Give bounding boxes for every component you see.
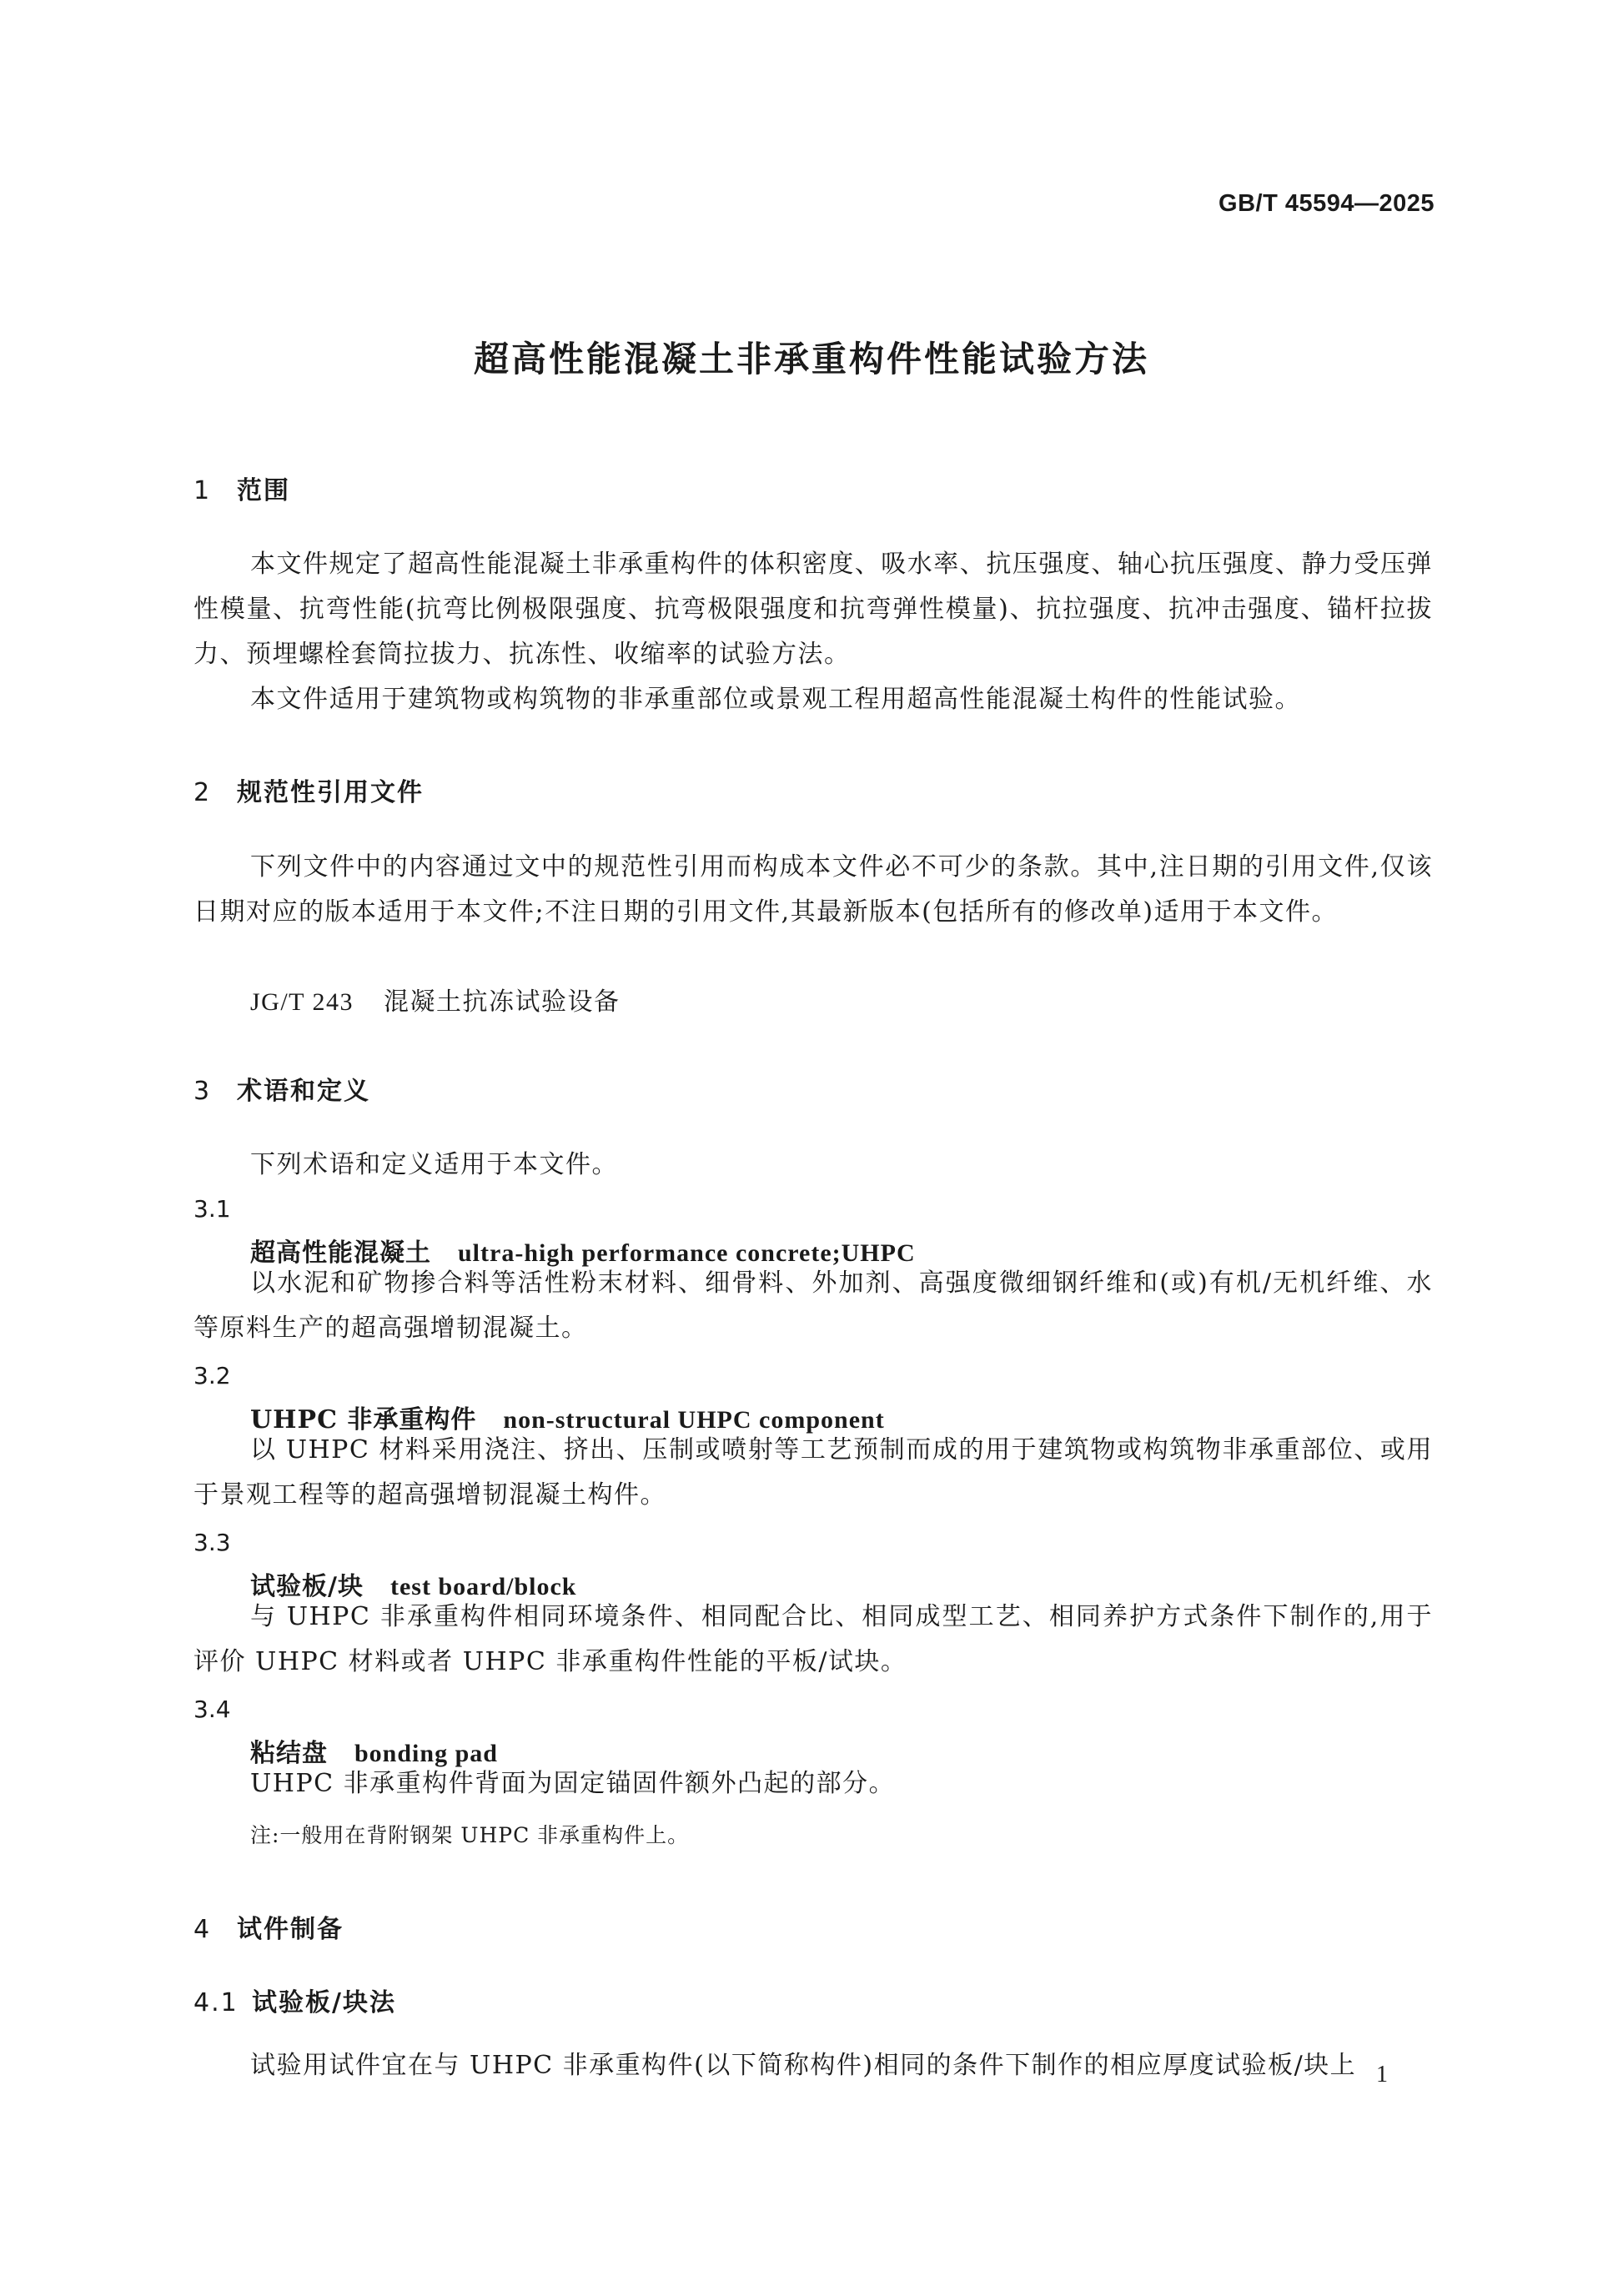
subsection-4-1-paragraph: 试验用试件宜在与 UHPC 非承重构件(以下简称构件)相同的条件下制作的相应厚度试验板/块上 <box>250 2051 1357 2080</box>
term-english: test board/block <box>389 1573 577 1600</box>
term-english: ultra-high performance concrete;UHPC <box>458 1239 916 1267</box>
subsection-title: 试验板/块法 <box>252 1988 396 2017</box>
reference-title: 混凝土抗冻试验设备 <box>383 987 621 1017</box>
term-english: non-structural UHPC component <box>503 1406 885 1434</box>
section-3-intro: 下列术语和定义适用于本文件。 <box>250 1150 618 1179</box>
term-3-3-definition: 与 UHPC 非承重构件相同环境条件、相同配合比、相同成型工艺、相同养护方式条件下制作的,用于评价 UHPC 材料或者 UHPC 非承重构件性能的平板/试块。 <box>193 1602 1433 1676</box>
section-number: 2 <box>193 778 212 807</box>
section-number: 1 <box>193 476 212 505</box>
term-3-4-definition: UHPC 非承重构件背面为固定锚固件额外凸起的部分。 <box>250 1769 896 1798</box>
section-title: 试件制备 <box>237 1915 344 1944</box>
term-chinese: 超高性能混凝土 <box>250 1238 431 1268</box>
term-english: bonding pad <box>354 1740 498 1767</box>
section-1-paragraph-1: 本文件规定了超高性能混凝土非承重构件的体积密度、吸水率、抗压强度、轴心抗压强度、静力受压弹性模量、抗弯性能(抗弯比例极限强度、抗弯极限强度和抗弯弹性模量)、抗拉强度、抗冲击强度、锚杆拉拔力、预埋螺栓套筒拉拔力、抗冻性、收缩率的试验方法。 <box>193 550 1433 669</box>
section-1-paragraph-2: 本文件适用于建筑物或构筑物的非承重部位或景观工程用超高性能混凝土构件的性能试验。 <box>250 685 1301 714</box>
term-chinese: 试验板/块 <box>250 1572 364 1601</box>
term-3-4-note: 注:一般用在背附钢架 UHPC 非承重构件上。 <box>250 1823 690 1847</box>
term-3-2-definition: 以 UHPC 材料采用浇注、挤出、压制或喷射等工艺预制而成的用于建筑物或构筑物非承重部位、或用于景观工程等的超高强增韧混凝土构件。 <box>193 1435 1433 1510</box>
clause-3-4-number: 3.4 <box>193 1696 231 1723</box>
term-chinese: UHPC 非承重构件 <box>250 1405 477 1434</box>
term-chinese: 粘结盘 <box>250 1739 328 1768</box>
clause-3-3-number: 3.3 <box>193 1529 231 1556</box>
section-4-heading <box>193 1908 1433 1945</box>
section-title: 规范性引用文件 <box>237 778 424 807</box>
section-number: 3 <box>193 1077 212 1106</box>
normative-reference <box>193 980 1490 1025</box>
section-title: 范围 <box>237 476 290 505</box>
page-number: 1 <box>1376 2062 1388 2088</box>
term-3-1-definition: 以水泥和矿物掺合料等活性粉末材料、细骨料、外加剂、高强度微细钢纤维和(或)有机/无机纤维、水等原料生产的超高强增韧混凝土。 <box>193 1269 1433 1343</box>
clause-3-1-number: 3.1 <box>193 1195 231 1223</box>
clause-3-2-number: 3.2 <box>193 1362 231 1389</box>
section-2-paragraph-1: 下列文件中的内容通过文中的规范性引用而构成本文件必不可少的条款。其中,注日期的引用文件,仅该日期对应的版本适用于本文件;不注日期的引用文件,其最新版本(包括所有的修改单)适用于本文件。 <box>193 852 1433 927</box>
standard-number: GB/T 45594—2025 <box>1219 190 1435 217</box>
subsection-4-1-heading <box>193 1982 1433 2018</box>
section-number: 4 <box>193 1915 212 1944</box>
section-3-heading <box>193 1070 1433 1107</box>
section-title: 术语和定义 <box>237 1077 370 1106</box>
section-2-heading <box>193 771 1433 808</box>
subsection-number: 4.1 <box>193 1988 239 2017</box>
section-1-heading <box>193 470 1433 506</box>
document-title: 超高性能混凝土非承重构件性能试验方法 <box>473 339 1149 379</box>
reference-code: JG/T 243 <box>250 988 354 1016</box>
